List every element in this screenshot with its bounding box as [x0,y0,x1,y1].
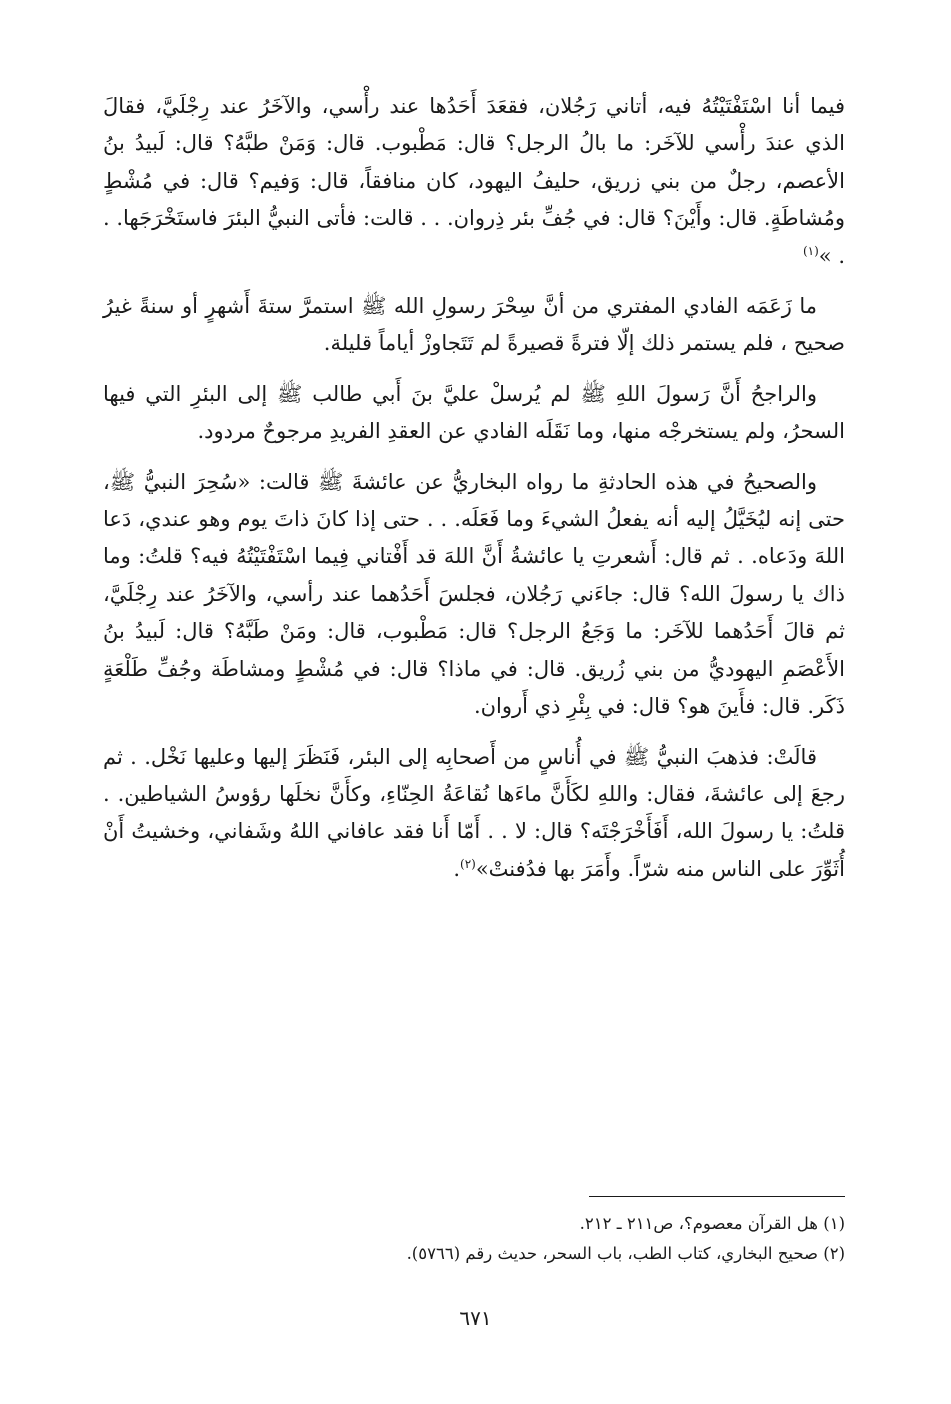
footnote-ref-1: (١) [802,243,819,258]
footnote-ref-2: (٢) [460,856,476,871]
footnote-1: (١) هل القرآن معصوم؟، ص٢١١ ـ ٢١٢. [579,1214,845,1233]
page-number: ٦٧١ [459,1306,492,1330]
paragraph-preferred [103,376,845,451]
paragraph-claim [103,288,845,363]
paragraph-text: فيما أنا اسْتَفْتَيْتُهُ فيه، أتاني رَجُلان، فقعَدَ أَحَدُها عند رأْسي، والآخَرُ عند رِجْلَيَّ، فقالَ الذي عندَ رأْسي للآخَر: ما بالُ الرجل؟ قال: مَطْبوب. قال: وَمَنْ طبَّهُ؟ قال: لَبيدُ بنُ الأعصم، رجلٌ من بني زريق، حليفُ اليهود، كان منافقاً، قال: وَفيم؟ قال: في مُشْطٍ ومُشاطَةٍ. قال: وأَيْنَ؟ قال: في جُفِّ بئر ذِروان. . . قالت: فأتى النبيُّ البئرَ فاستَخْرَجَها. . . » [103,94,845,268]
paragraph-text: والصحيحُ في هذه الحادثةِ ما رواه البخاريُّ عن عائشةَ ﷺ قالت: «سُحِرَ النبيُّ ﷺ، حتى إنه ليُخَيَّلُ إليه أنه يفعلُ الشيءَ وما فَعَلَه. . . حتى إذا كانَ ذاتَ يوم وهو عندي، دَعا اللهَ ودَعاه. . ثم قال: أَشعرتِ يا عائشةُ أَنَّ اللهَ قد أَفْتاني فِيما اسْتَفْتَيْتُهُ فيه؟ قلتُ: وما ذاك يا رسولَ الله؟ قال: جاءَني رَجُلان، فجلسَ أَحَدُهما عند رأسي، والآخَرُ عند رِجْلَيَّ، ثم قالَ أَحَدُهما للآخَر: ما وَجَعُ الرجل؟ قال: مَطْبوب، قال: ومَنْ طَبَّهُ؟ قال: لَبيدُ بنُ الأَعْصَمِ اليهوديُّ من بني زُريق. قال: في ماذا؟ قال: في مُشْطٍ ومشاطَة وجُفِّ طَلْعَةٍ ذَكَر. قال: فأَينَ هو؟ قال: في بِئْرِ ذي أَروان. [103,469,845,719]
paragraph-aisha-said [103,739,845,889]
paragraph-text: ما زَعَمَه الفادي المفتري من أنَّ سِحْرَ رسولِ الله ﷺ استمرَّ ستةَ أَشهرٍ أو سنةً غيرُ صحيح ، فلم يستمر ذلك إلّا فترةً قصيرةً لم تَتَجاوزْ أياماً قليلة. [103,294,845,356]
footnote-divider [589,1196,845,1197]
paragraph-hadith-end [103,88,845,275]
paragraph-text: قالَتْ: فذهبَ النبيُّ ﷺ في أُناسٍ من أَصحابِه إلى البئر، فَنَظَرَ إليها وعليها نَخْل. . ثم رجعَ إلى عائشةَ، فقال: واللهِ لكَأَنَّ ماءَها نُقاعَةُ الحِنّاءِ، وكأَنَّ نخلَها رؤوسُ الشياطين. . قلتُ: يا رسولَ الله، أَفَأَخْرَجْتَه؟ قال: لا . . أَمّا أَنا فقد عافاني اللهُ وشَفاني، وخشيتُ أَنْ أُثَوِّرَ على الناس منه شرّاً. وأَمَرَ بها فدُفنتْ» [103,744,845,881]
paragraph-text: والراجحُ أَنَّ رَسولَ اللهِ ﷺ لم يُرسلْ عليَّ بنَ أَبي طالب ﷺ إلى البئرِ التي فيها السحرُ، ولم يستخرجْه منها، وما نَقَلَه الفادي عن العقدِ الفريدِ مرجوحٌ مردود. [103,381,845,444]
footnotes [103,1209,845,1269]
main-text [103,88,845,888]
closing-period: . [453,856,460,881]
paragraph-correct-narration [103,464,845,726]
footnote-2: (٢) صحيح البخاري، كتاب الطب، باب السحر، حديث رقم (٥٧٦٦). [406,1244,845,1263]
